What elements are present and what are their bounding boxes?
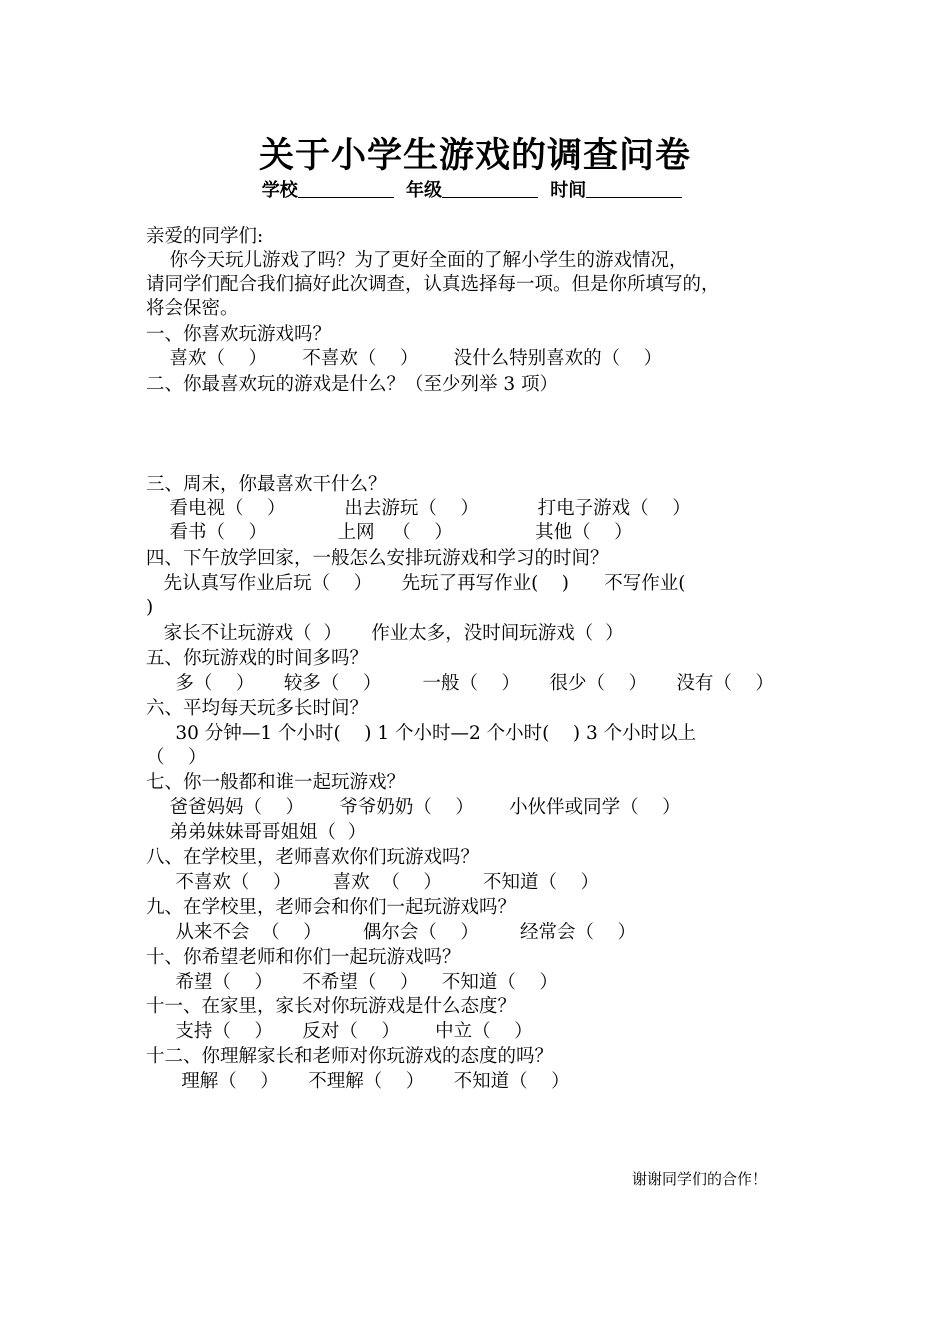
question-1-options[interactable]: 喜欢（ ） 不喜欢（ ） 没什么特别喜欢的（ ） xyxy=(146,348,663,369)
question-12: 十二、你理解家长和老师对你玩游戏的态度的吗？ xyxy=(146,1046,554,1067)
time-label: 时间 xyxy=(550,180,587,201)
question-7-options-2[interactable]: 弟弟妹妹哥哥姐姐（ ） xyxy=(146,822,367,843)
question-8: 八、在学校里，老师喜欢你们玩游戏吗？ xyxy=(146,847,480,868)
info-fields xyxy=(0,176,950,202)
question-12-options[interactable]: 理解（ ） 不理解（ ） 不知道（ ） xyxy=(146,1071,570,1092)
question-7-options-1[interactable]: 爸爸妈妈（ ） 爷爷奶奶（ ） 小伙伴或同学（ ） xyxy=(146,797,681,818)
question-4-options-1[interactable]: 先认真写作业后玩（ ） 先玩了再写作业( ) 不写作业( xyxy=(146,573,686,594)
time-blank[interactable] xyxy=(586,180,682,198)
intro-line-2: 请同学们配合我们搞好此次调查，认真选择每一项。但是你所填写的， xyxy=(146,274,720,295)
question-6-options-wrap[interactable]: （ ） xyxy=(146,747,207,768)
school-label: 学校 xyxy=(261,180,298,201)
question-4-options-1-wrap: ) xyxy=(146,597,154,618)
question-5-options[interactable]: 多（ ） 较多（ ） 一般（ ） 很少（ ） 没有（ ） xyxy=(146,673,774,694)
question-1: 一、你喜欢玩游戏吗？ xyxy=(146,324,332,345)
question-10-options[interactable]: 希望（ ） 不希望（ ） 不知道（ ） xyxy=(146,972,558,993)
thanks-note: 谢谢同学们的合作！ xyxy=(632,1170,768,1188)
question-8-options[interactable]: 不喜欢（ ） 喜欢 （ ） 不知道（ ） xyxy=(146,872,600,893)
question-11-options[interactable]: 支持（ ） 反对（ ） 中立（ ） xyxy=(146,1021,533,1042)
question-10: 十、你希望老师和你们一起玩游戏吗？ xyxy=(146,947,461,968)
question-3: 三、周末，你最喜欢干什么？ xyxy=(146,474,387,495)
question-3-options-1[interactable]: 看电视（ ） 出去游玩（ ） 打电子游戏（ ） xyxy=(146,498,691,519)
question-7: 七、你一般都和谁一起玩游戏？ xyxy=(146,772,406,793)
question-6-options[interactable]: 30 分钟—1 个小时( ) 1 个小时—2 个小时( ) 3 个小时以上 xyxy=(146,723,697,744)
question-5: 五、你玩游戏的时间多吗？ xyxy=(146,648,369,669)
question-3-options-2[interactable]: 看书（ ） 上网 （ ） 其他（ ） xyxy=(146,522,633,543)
question-6: 六、平均每天玩多长时间？ xyxy=(146,698,369,719)
grade-label: 年级 xyxy=(406,180,442,201)
question-2: 二、你最喜欢玩的游戏是什么？（至少列举 3 项） xyxy=(146,374,559,395)
school-blank[interactable] xyxy=(298,180,394,198)
question-9-options[interactable]: 从来不会 （ ） 偶尔会（ ） 经常会（ ） xyxy=(146,922,637,943)
question-9: 九、在学校里，老师会和你们一起玩游戏吗？ xyxy=(146,897,517,918)
question-11: 十一、在家里，家长对你玩游戏是什么态度？ xyxy=(146,996,517,1017)
grade-blank[interactable] xyxy=(442,180,538,198)
greeting: 亲爱的同学们: xyxy=(146,226,264,247)
page-title: 关于小学生游戏的调查问卷 xyxy=(258,136,691,176)
intro-line-3: 将会保密。 xyxy=(146,298,239,319)
intro-line-1: 你今天玩儿游戏了吗？为了更好全面的了解小学生的游戏情况， xyxy=(146,250,688,271)
question-4: 四、下午放学回家，一般怎么安排玩游戏和学习的时间？ xyxy=(146,548,609,569)
question-4-options-2[interactable]: 家长不让玩游戏（ ） 作业太多，没时间玩游戏（ ） xyxy=(146,623,624,644)
